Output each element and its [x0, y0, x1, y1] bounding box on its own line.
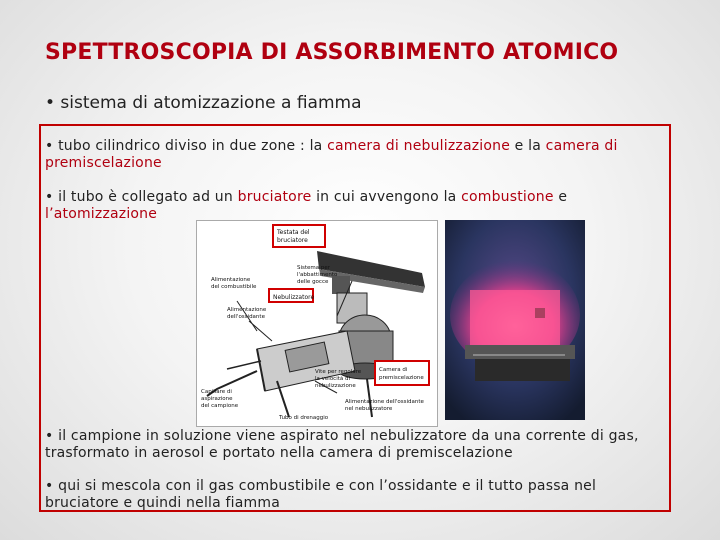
slide-title: SPETTROSCOPIA DI ASSORBIMENTO ATOMICO: [45, 40, 619, 65]
text-segment: e: [553, 189, 568, 205]
label-adjust-screw: Vite per regolare: [315, 369, 362, 375]
svg-text:premiscelazione: premiscelazione: [379, 375, 424, 381]
svg-text:del campione: del campione: [201, 403, 239, 409]
flame-photo: [445, 220, 585, 420]
svg-text:bruciatore: bruciatore: [277, 237, 308, 244]
label-burner-head: Testata del: [277, 229, 310, 236]
highlight-burner: bruciatore: [237, 189, 312, 205]
highlight-premix-chamber: camera di premiscelazione: [45, 138, 618, 171]
highlight-nebulization-chamber: camera di nebulizzazione: [327, 138, 511, 154]
label-oxidant-nebulizer: Alimentazione dell'ossidante: [345, 399, 424, 405]
flame-photo-svg: [445, 220, 585, 420]
text-segment: • tubo cilindrico diviso in due zone : la: [45, 138, 328, 154]
svg-text:nel nebulizzatore: nel nebulizzatore: [345, 406, 393, 412]
label-nebulizer: Nebulizzatore: [273, 294, 315, 301]
label-premix-chamber: Camera di: [379, 367, 408, 373]
svg-text:aspirazione: aspirazione: [201, 396, 233, 402]
text-segment: in cui avvengono la: [311, 189, 462, 205]
svg-text:l'abbattimento: l'abbattimento: [297, 272, 338, 278]
bullet-mixing: • qui si mescola con il gas combustibile e con l’ossidante e il tutto passa nel bruciatore e quindi nella fiamma: [45, 478, 597, 511]
svg-text:nebulizzazione: nebulizzazione: [315, 383, 356, 389]
bullet-aspiration: • il campione in soluzione viene aspirato nel nebulizzatore da una corrente di gas, trasformato in aerosol e portato nella camera di premiscelazione: [45, 428, 639, 461]
svg-text:dell'ossidante: dell'ossidante: [227, 314, 265, 320]
svg-text:la velocità di: la velocità di: [315, 376, 351, 382]
bullet-nebulization: [45, 138, 665, 172]
burner-diagram: [196, 220, 438, 427]
label-baffle: Sistema per: [297, 265, 331, 271]
burner-diagram-svg: [197, 221, 437, 426]
text-segment: • il tubo è collegato ad un: [45, 189, 238, 205]
bullet-burner: [45, 189, 665, 223]
label-drain-tube: Tubo di drenaggio: [279, 415, 329, 421]
svg-text:delle gocce: delle gocce: [297, 279, 329, 285]
label-sample-capillary: Capillare di: [201, 389, 232, 395]
slide-subtitle: • sistema di atomizzazione a fiamma: [45, 93, 362, 113]
svg-text:del combustibile: del combustibile: [211, 284, 257, 290]
label-oxidant-inlet: Alimentazione: [227, 307, 267, 313]
text-segment: e la: [510, 138, 546, 154]
label-fuel-inlet: Alimentazione: [211, 277, 251, 283]
highlight-combustion: combustione: [461, 189, 554, 205]
highlight-atomization: l’atomizzazione: [45, 206, 158, 222]
